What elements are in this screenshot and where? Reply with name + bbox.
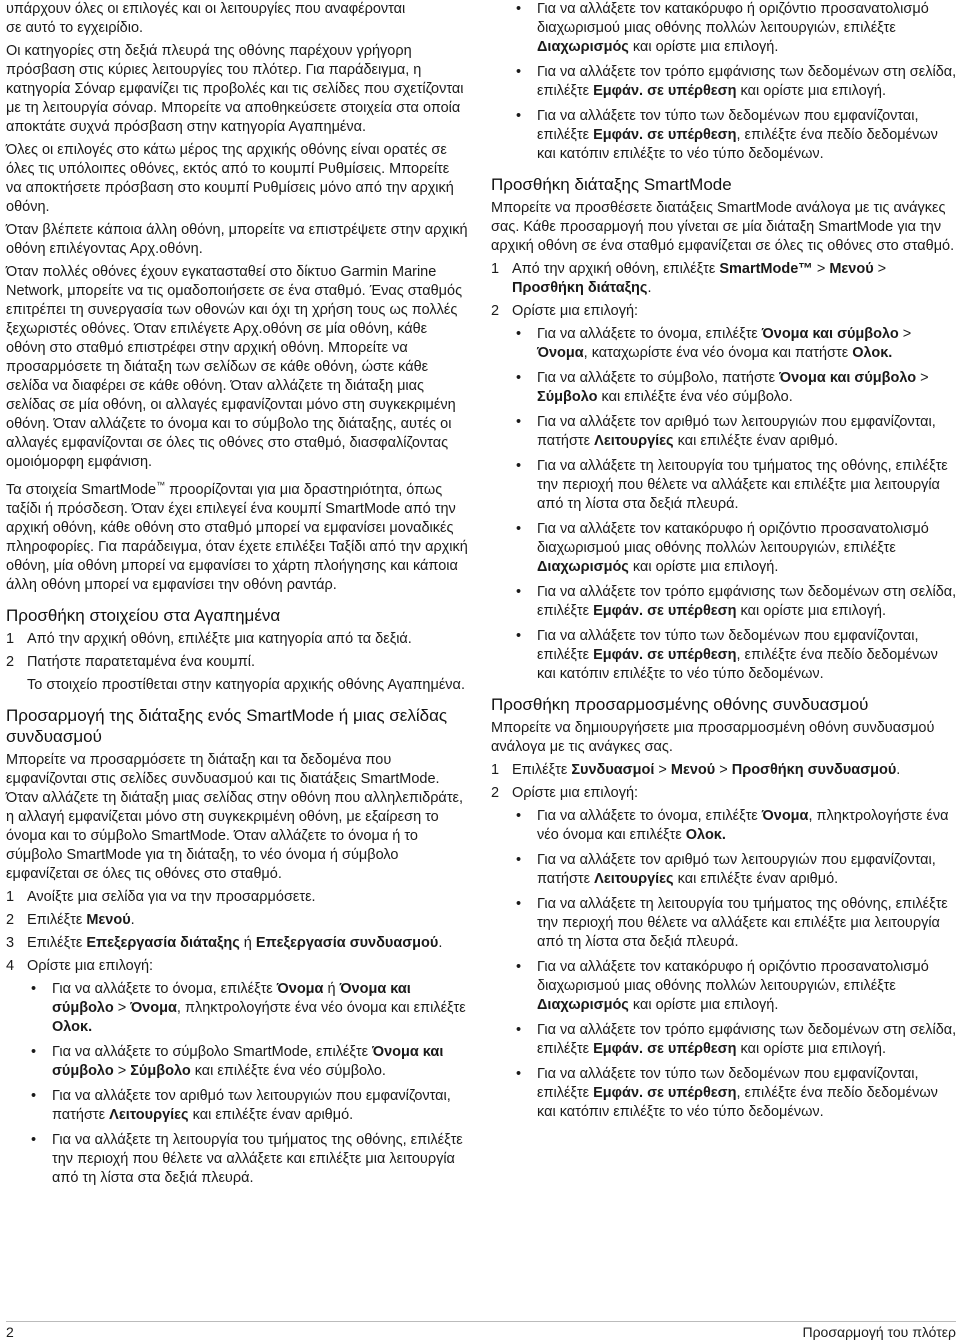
step-1: 1 Επιλέξτε Συνδυασμοί > Μενού > Προσθήκη συνδυασμού. [491, 762, 901, 778]
list-item: • Για να αλλάξετε το σύμβολο SmartMode, επιλέξτε Όνομα και σύμβολο > Σύμβολο και επιλέξτε ένα νέο σύμβολο. [31, 1043, 444, 1079]
list-item: • Για να αλλάξετε το όνομα, επιλέξτε Όνομα και σύμβολο > Όνομα, καταχωρίστε ένα νέο όνομα και πατήστε Ολοκ. [516, 326, 912, 361]
combination-paragraph: Μπορείτε να δημιουργήσετε μια προσαρμοσμένη οθόνη συνδυασμού ανάλογα με τις ανάγκες σας. [491, 720, 935, 755]
bottom-options-paragraph: Όλες οι επιλογές στο κάτω μέρος της αρχικής οθόνης είναι ορατές σε όλες τις υπόλοιπες οθόνες, εκτός από το κουμπί Ρυθμίσεις. Μπορείτε να αποκτήσετε πρόσβαση στο κουμπί Ρυθμίσεις μόνο από την αρχική οθόνη. [6, 142, 454, 215]
step-3: 3 Επιλέξτε Επεξεργασία διάταξης ή Επεξεργασία συνδυασμού. [6, 934, 443, 951]
page-footer [6, 1321, 956, 1340]
list-item: • Για να αλλάξετε τον τρόπο εμφάνισης των δεδομένων στη σελίδα, επιλέξτε Εμφάν. σε υπέρθεση και ορίστε μια επιλογή. [516, 584, 957, 619]
section-heading-favorites: Προσθήκη στοιχείου στα Αγαπημένα [6, 605, 281, 625]
step-2: 2 Ορίστε μια επιλογή: [491, 303, 639, 319]
smartmode-add-paragraph: Μπορείτε να προσθέσετε διατάξεις SmartMode ανάλογα με τις ανάγκες σας. Κάθε προσαρμογή που γίνεται σε μία διάταξη SmartMode για την αρχική οθόνη σε ένα σταθμό εμφανίζεται σε όλες τις οθόνες στο σταθμό. [491, 200, 955, 254]
customize-paragraph: Μπορείτε να προσαρμόσετε τη διάταξη και τα δεδομένα που εμφανίζονται στις σελίδες συνδυασμού και τις διατάξεις SmartMode. Όταν αλλάζετε τη διάταξη μιας σελίδας στην οθόνη που αλληλεπιδράτε, η αλλαγή εμφανίζεται μόνο στη συγκεκριμένη οθόνη, με εξαίρεση το όνομα και το σύμβολο SmartMode. Όταν αλλάζετε το όνομα ή το σύμβολο SmartMode για τη διάταξη, το νέο όνομα ή σύμβολο εμφανίζεται σε όλες τις οθόνες στο σταθμό. [6, 751, 464, 882]
list-item: • Για να αλλάξετε τον κατακόρυφο ή οριζόντιο προσανατολισμό διαχωρισμού μιας οθόνης πολλών λειτουργιών, επιλέξτε Διαχωρισμός και ορίστε μια επιλογή. [516, 959, 929, 1013]
list-item: • Για να αλλάξετε τον κατακόρυφο ή οριζόντιο προσανατολισμό διαχωρισμού μιας οθόνης πολλών λειτουργιών, επιλέξτε Διαχωρισμός και ορίστε μια επιλογή. [516, 1, 929, 55]
section-heading-add-combination: Προσθήκη προσαρμοσμένης οθόνης συνδυασμού [491, 695, 869, 714]
list-item: • Για να αλλάξετε τον τρόπο εμφάνισης των δεδομένων στη σελίδα, επιλέξτε Εμφάν. σε υπέρθεση και ορίστε μια επιλογή. [516, 1022, 957, 1057]
list-item: • Για να αλλάξετε το όνομα, επιλέξτε Όνομα ή Όνομα και σύμβολο > Όνομα, πληκτρολογήστε ένα νέο όνομα και επιλέξτε Ολοκ. [31, 980, 466, 1035]
list-item: • Για να αλλάξετε τον τύπο των δεδομένων που εμφανίζονται, επιλέξτε Εμφάν. σε υπέρθεση, επιλέξτε ένα πεδίο δεδομένων και κατόπιν επιλέξτε το νέο τύπο δεδομένων. [516, 628, 938, 682]
step-2: 2 Πατήστε παρατεταμένα ένα κουμπί. [6, 653, 256, 670]
step-2-result: Το στοιχείο προστίθεται στην κατηγορία αρχικής οθόνης Αγαπημένα. [27, 676, 465, 693]
left-column [6, 0, 468, 1194]
list-item: • Για να αλλάξετε τον τρόπο εμφάνισης των δεδομένων στη σελίδα, επιλέξτε Εμφάν. σε υπέρθεση και ορίστε μια επιλογή. [516, 64, 957, 99]
right-column [491, 0, 957, 1128]
section-heading-customize-layout: Προσαρμογή της διάταξης ενός SmartMode ή μιας σελίδας συνδυασμού [6, 705, 448, 746]
step-1: 1 Από την αρχική οθόνη, επιλέξτε SmartMode™ > Μενού > Προσθήκη διάταξης. [491, 261, 887, 296]
list-item: • Για να αλλάξετε τον τύπο των δεδομένων που εμφανίζονται, επιλέξτε Εμφάν. σε υπέρθεση, επιλέξτε ένα πεδίο δεδομένων και κατόπιν επιλέξτε το νέο τύπο δεδομένων. [516, 108, 938, 162]
step-2: 2 Επιλέξτε Μενού. [6, 911, 135, 928]
list-item: • Για να αλλάξετε το όνομα, επιλέξτε Όνομα, πληκτρολογήστε ένα νέο όνομα και επιλέξτε Ολοκ. [516, 808, 949, 843]
list-item: • Για να αλλάξετε τον αριθμό των λειτουργιών που εμφανίζονται, πατήστε Λειτουργίες και επιλέξτε έναν αριθμό. [516, 852, 936, 887]
footer-chapter-title: Προσαρμογή του πλότερ [802, 1324, 956, 1340]
list-item: • Για να αλλάξετε τον κατακόρυφο ή οριζόντιο προσανατολισμό διαχωρισμού μιας οθόνης πολλών λειτουργιών, επιλέξτε Διαχωρισμός και ορίστε μια επιλογή. [516, 521, 929, 575]
station-paragraph: Όταν πολλές οθόνες έχουν εγκατασταθεί στο δίκτυο Garmin Marine Network, μπορείτε να τις ομαδοποιήσετε σε ένα σταθμό. Ένας σταθμός επιτρέπει τη συνεργασία των οθονών και όχι τη χρήση τους ως πολλές ξεχωριστές οθόνες. Όταν επιλέγετε Αρχ.οθόνη σε μία οθόνη, κάθε οθόνη στο σταθμό επιστρέφει στην αρχική οθόνη. Μπορείτε να προσαρμόσετε τη διάταξη των σελίδων σε κάθε οθόνη, ώστε κάθε σελίδα να διαφέρει σε κάθε οθόνη. Όταν αλλάζετε τη διάταξη μιας σελίδας σε μία οθόνη, οι αλλαγές εμφανίζονται μόνο στη συγκεκριμένη οθόνη. Όταν αλλάζετε το όνομα και το σύμβολο της διάταξης, αυτές οι αλλαγές εμφανίζονται σε όλες τις οθόνες στο σταθμό, διασφαλίζοντας ομοιόμορφη εμφάνιση. [6, 264, 463, 470]
step-1: 1 Από την αρχική οθόνη, επιλέξτε μια κατηγορία από τα δεξιά. [6, 630, 412, 647]
list-item: • Για να αλλάξετε τη λειτουργία του τμήματος της οθόνης, επιλέξτε την περιοχή που θέλετε να αλλάξετε και επιλέξτε μια λειτουργία από τη λίστα στα δεξιά πλευρά. [516, 458, 948, 512]
intro-paragraph: υπάρχουν όλες οι επιλογές και οι λειτουργίες που αναφέρονται σε αυτό το εγχειρίδιο. [6, 1, 406, 36]
list-item: • Για να αλλάξετε το σύμβολο, πατήστε Όνομα και σύμβολο > Σύμβολο και επιλέξτε ένα νέο σύμβολο. [516, 370, 929, 405]
categories-paragraph: Οι κατηγορίες στη δεξιά πλευρά της οθόνης παρέχουν γρήγορη πρόσβαση στις κύριες λειτουργίες του πλότερ. Για παράδειγμα, η κατηγορία Σόναρ εμφανίζει τις προβολές και τις σελίδες που σχετίζονται με τη λειτουργία σόναρ. Μπορείτε να αποθηκεύσετε στοιχεία στα οποία αποκτάτε συχνά πρόσβαση στην κατηγορία Αγαπημένα. [6, 43, 464, 135]
section-heading-add-smartmode: Προσθήκη διάταξης SmartMode [491, 175, 732, 194]
step-1: 1 Ανοίξτε μια σελίδα για να την προσαρμόσετε. [6, 888, 316, 905]
list-item: • Για να αλλάξετε τον αριθμό των λειτουργιών που εμφανίζονται, πατήστε Λειτουργίες και επιλέξτε έναν αριθμό. [516, 414, 936, 449]
list-item: • Για να αλλάξετε τη λειτουργία του τμήματος της οθόνης, επιλέξτε την περιοχή που θέλετε να αλλάξετε και επιλέξτε μια λειτουργία από τη λίστα στα δεξιά πλευρά. [31, 1131, 463, 1186]
page-number: 2 [6, 1324, 14, 1340]
step-4: 4 Ορίστε μια επιλογή: [6, 957, 154, 974]
list-item: • Για να αλλάξετε τον αριθμό των λειτουργιών που εμφανίζονται, πατήστε Λειτουργίες και επιλέξτε έναν αριθμό. [31, 1087, 451, 1123]
smartmode-paragraph: Τα στοιχεία SmartMode™ προορίζονται για μια δραστηριότητα, όπως ταξίδι ή πρόσδεση. Όταν έχει επιλεγεί ένα κουμπί SmartMode από την αρχική οθόνη, κάθε οθόνη στο σταθμό μπορεί να εμφανίσει μοναδικές πληροφορίες. Για παράδειγμα, όταν έχετε επιλέξει Ταξίδι από την αρχική οθόνη, μία οθόνη μπορεί να εμφανίσει το χάρτη πλοήγησης και κάποια άλλη οθόνη μπορεί να εμφανίσει την οθόνη ραντάρ. [6, 480, 468, 593]
list-item: • Για να αλλάξετε τον τύπο των δεδομένων που εμφανίζονται, επιλέξτε Εμφάν. σε υπέρθεση, επιλέξτε ένα πεδίο δεδομένων και κατόπιν επιλέξτε το νέο τύπο δεδομένων. [516, 1066, 938, 1120]
home-return-paragraph: Όταν βλέπετε κάποια άλλη οθόνη, μπορείτε να επιστρέψετε στην αρχική οθόνη επιλέγοντας Αρχ.οθόνη. [6, 222, 468, 257]
step-2: 2 Ορίστε μια επιλογή: [491, 785, 639, 801]
list-item: • Για να αλλάξετε τη λειτουργία του τμήματος της οθόνης, επιλέξτε την περιοχή που θέλετε να αλλάξετε και επιλέξτε μια λειτουργία από τη λίστα στα δεξιά πλευρά. [516, 896, 948, 950]
